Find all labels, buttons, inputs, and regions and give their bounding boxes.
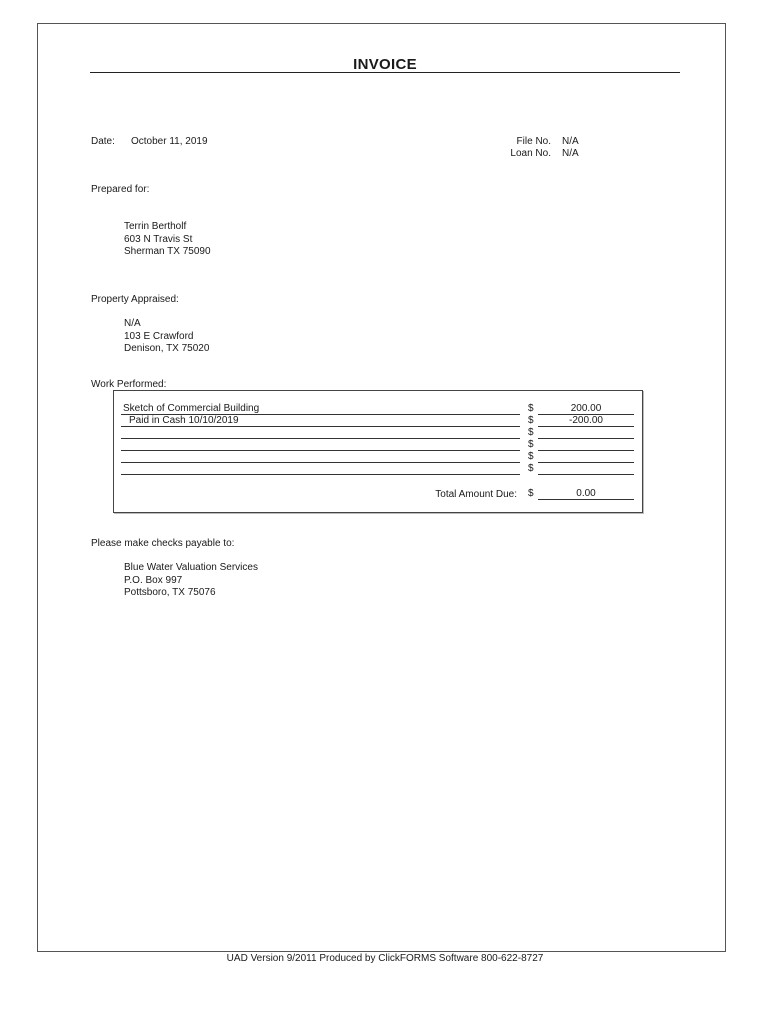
prepared-for-label: Prepared for: bbox=[91, 184, 150, 195]
work-line-6 bbox=[121, 463, 520, 475]
property-city: Denison, TX 75020 bbox=[124, 343, 210, 354]
file-no-label: File No. bbox=[516, 136, 551, 147]
work-line-6-amount bbox=[538, 463, 634, 475]
work-line-3-amount bbox=[538, 427, 634, 439]
date-label: Date: bbox=[91, 136, 115, 147]
invoice-title: INVOICE bbox=[353, 56, 417, 73]
footer-text: UAD Version 9/2011 Produced by ClickFORMS Software 800-622-8727 bbox=[226, 953, 544, 964]
work-line-3-currency: $ bbox=[528, 427, 534, 438]
work-line-4-amount bbox=[538, 439, 634, 451]
work-line-2 bbox=[121, 415, 520, 427]
total-label: Total Amount Due: bbox=[435, 489, 517, 500]
work-line-1-desc: Sketch of Commercial Building bbox=[123, 403, 260, 414]
work-line-5-currency: $ bbox=[528, 451, 534, 462]
file-no-value: N/A bbox=[562, 136, 579, 147]
work-line-4 bbox=[121, 439, 520, 451]
work-line-5 bbox=[121, 451, 520, 463]
loan-no-label: Loan No. bbox=[510, 148, 551, 159]
client-address bbox=[124, 221, 211, 259]
work-line-2-amount: -200.00 bbox=[538, 415, 634, 427]
loan-no-value: N/A bbox=[562, 148, 579, 159]
property-line-1: N/A bbox=[124, 318, 141, 329]
title-underline bbox=[90, 72, 680, 73]
work-line-2-currency: $ bbox=[528, 415, 534, 426]
payee-name: Blue Water Valuation Services bbox=[124, 562, 258, 573]
work-line-3 bbox=[121, 427, 520, 439]
client-name: Terrin Bertholf bbox=[124, 221, 187, 232]
payee-po-box: P.O. Box 997 bbox=[124, 574, 183, 586]
payee-city: Pottsboro, TX 75076 bbox=[124, 587, 216, 598]
payee-address bbox=[124, 562, 258, 600]
work-line-2-desc: Paid in Cash 10/10/2019 bbox=[129, 415, 239, 426]
work-line-1-currency: $ bbox=[528, 403, 534, 414]
work-line-6-currency: $ bbox=[528, 463, 534, 474]
client-city: Sherman TX 75090 bbox=[124, 246, 211, 257]
property-street: 103 E Crawford bbox=[124, 330, 194, 342]
property-label: Property Appraised: bbox=[91, 294, 179, 305]
work-performed-label: Work Performed: bbox=[91, 379, 167, 390]
work-line-4-currency: $ bbox=[528, 439, 534, 450]
work-line-5-amount bbox=[538, 451, 634, 463]
date-value: October 11, 2019 bbox=[131, 136, 208, 147]
work-line-1-amount: 200.00 bbox=[538, 403, 634, 415]
total-currency: $ bbox=[528, 488, 534, 499]
work-line-1 bbox=[121, 403, 520, 415]
total-amount: 0.00 bbox=[538, 488, 634, 500]
payable-label: Please make checks payable to: bbox=[91, 538, 235, 549]
property-address bbox=[124, 318, 209, 356]
client-street: 603 N Travis St bbox=[124, 233, 193, 245]
